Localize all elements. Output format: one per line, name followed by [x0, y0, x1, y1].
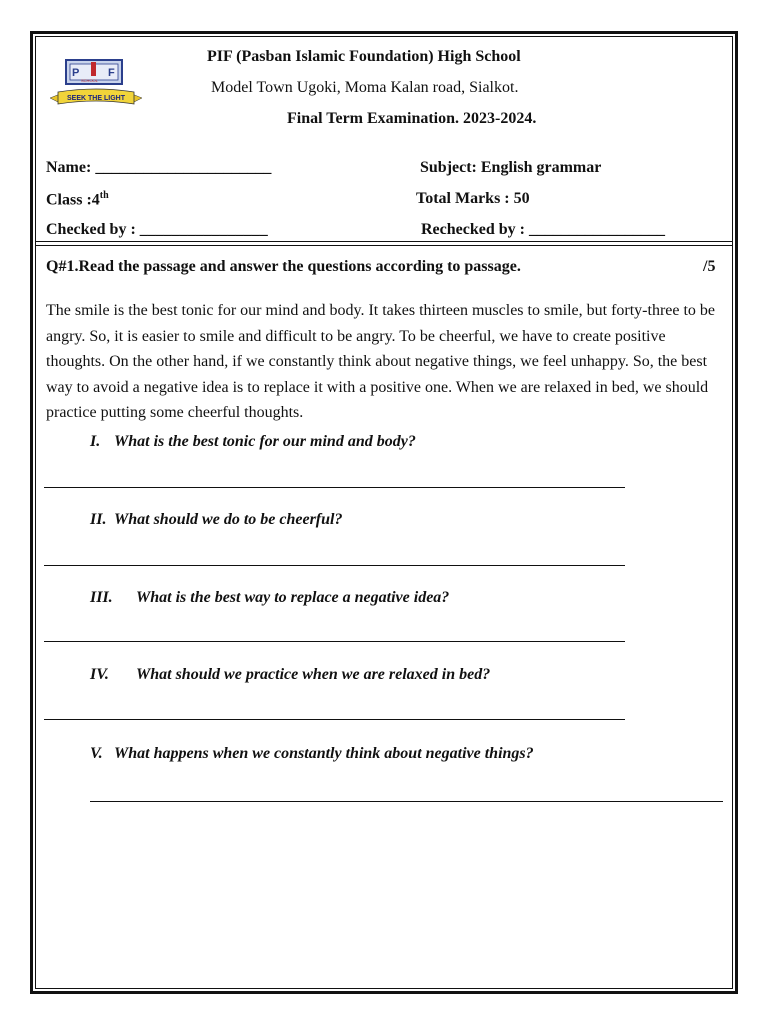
answer-line-1 — [44, 487, 625, 488]
header-divider-bottom — [35, 245, 733, 246]
sub-question-2 — [90, 511, 342, 529]
logo-letter-p: P — [72, 67, 80, 79]
class-superscript: th — [99, 190, 109, 201]
subject-field: Subject: English grammar — [420, 159, 602, 176]
school-address: Model Town Ugoki, Moma Kalan road, Sialkot. — [211, 79, 519, 96]
logo-small-text: SCHOOL — [81, 78, 98, 83]
sub-question-text: What should we do to be cheerful? — [114, 511, 343, 528]
class-label: Class :4 — [46, 191, 100, 209]
sub-question-number: IV. — [90, 666, 109, 683]
sub-question-number: V. — [90, 745, 103, 762]
sub-question-4 — [90, 666, 490, 684]
school-name: PIF (Pasban Islamic Foundation) High School — [207, 48, 521, 65]
answer-line-2 — [44, 565, 625, 566]
rechecked-by-field: Rechecked by : _________________ — [421, 221, 665, 238]
checked-by-field: Checked by : ________________ — [46, 221, 268, 238]
answer-line-4 — [44, 719, 625, 720]
sub-question-1 — [90, 433, 416, 451]
sub-question-text: What is the best way to replace a negative idea? — [136, 589, 450, 606]
name-field: Name: ______________________ — [46, 159, 272, 176]
answer-line-3 — [44, 641, 625, 642]
total-marks-field: Total Marks : 50 — [416, 190, 530, 207]
sub-question-3 — [90, 589, 449, 607]
question-1-marks: /5 — [703, 258, 716, 275]
sub-question-text: What should we practice when we are relaxed in bed? — [136, 666, 491, 683]
sub-question-number: III. — [90, 589, 113, 606]
exam-title: Final Term Examination. 2023-2024. — [287, 110, 537, 127]
school-logo — [46, 56, 146, 116]
sub-question-text: What happens when we constantly think about negative things? — [114, 745, 534, 762]
reading-passage: The smile is the best tonic for our mind and body. It takes thirteen muscles to smile, but forty-three to be angry. So, it is easier to smile and difficult to be angry. To be cheerful, we have to create positive thoughts. On the other hand, if we constantly think about negative things, we feel unhappy. So, the best way to avoid a negative idea is to replace it with a positive one. When we are relaxed in bed, we should practice putting some cheerful thoughts. — [46, 302, 716, 422]
logo-ribbon-text: SEEK THE LIGHT — [67, 95, 125, 102]
sub-question-number: II. — [90, 511, 107, 528]
question-1-heading: Q#1.Read the passage and answer the questions according to passage. — [46, 258, 521, 275]
header-divider-top — [35, 241, 733, 242]
class-field — [46, 190, 109, 209]
sub-question-5 — [90, 745, 534, 763]
sub-question-text: What is the best tonic for our mind and body? — [114, 433, 416, 450]
answer-line-5 — [90, 801, 723, 802]
sub-question-number: I. — [90, 433, 101, 450]
logo-letter-f: F — [108, 67, 115, 79]
